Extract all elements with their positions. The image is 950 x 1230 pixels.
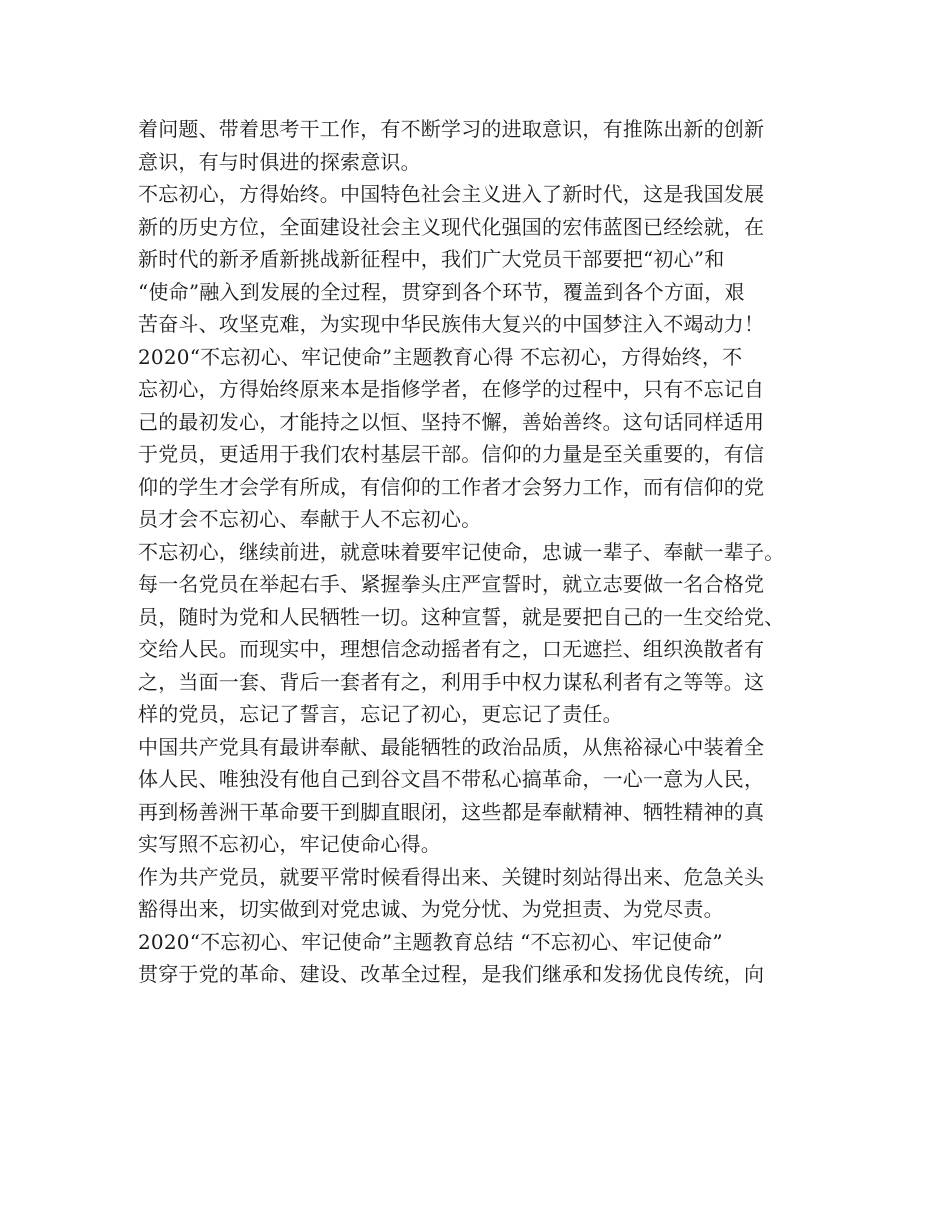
text-line: 员，随时为党和人民牺牲一切。这种宣誓，就是要把自己的一生交给党、	[138, 604, 785, 629]
text-line: 仰的学生才会学有所成，有信仰的工作者才会努力工作，而有信仰的党	[138, 474, 765, 499]
text-line: 忘初心，方得始终原来本是指修学者，在修学的过程中，只有不忘记自	[138, 377, 765, 401]
text-line: 意识，有与时俱进的探索意识。	[138, 149, 421, 174]
text-line: 新时代的新矛盾新挑战新征程中，我们广大党员干部要把“初心”和	[138, 247, 725, 271]
text-line: 样的党员，忘记了誓言，忘记了初心，更忘记了责任。	[138, 702, 623, 726]
text-line: 再到杨善洲干革命要干到脚直眼闭，这些都是奉献精神、牺牲精神的真	[138, 799, 765, 824]
text-line: 员才会不忘初心、奉献于人不忘初心。	[138, 507, 482, 531]
text-line: 之，当面一套、背后一套者有之，利用手中权力谋私利者有之等等。这	[138, 669, 765, 694]
text-line: 不忘初心，继续前进，就意味着要牢记使命，忠诚一辈子、奉献一辈子。	[138, 539, 785, 564]
text-line: 中国共产党具有最讲奉献、最能牺牲的政治品质，从焦裕禄心中装着全	[138, 734, 765, 759]
text-line: 交给人民。而现实中，理想信念动摇者有之，口无遮拦、组织涣散者有	[138, 637, 765, 661]
text-line: 作为共产党员，就要平常时候看得出来、关键时刻站得出来、危急关头	[138, 864, 765, 889]
text-line: 每一名党员在举起右手、紧握拳头庄严宣誓时，就立志要做一名合格党	[138, 572, 765, 596]
document-body	[138, 113, 818, 991]
text-line: 豁得出来，切实做到对党忠诚、为党分忧、为党担责、为党尽责。	[138, 897, 724, 921]
text-line: 于党员，更适用于我们农村基层干部。信仰的力量是至关重要的，有信	[138, 442, 765, 466]
text-line: 着问题、带着思考干工作，有不断学习的进取意识，有推陈出新的创新	[138, 117, 765, 141]
text-line: 新的历史方位，全面建设社会主义现代化强国的宏伟蓝图已经绘就，在	[138, 214, 765, 239]
text-line: 己的最初发心，才能持之以恒、坚持不懈，善始善终。这句话同样适用	[138, 409, 765, 434]
text-line: 实写照不忘初心，牢记使命心得。	[138, 832, 441, 856]
text-line: 不忘初心，方得始终。中国特色社会主义进入了新时代，这是我国发展	[138, 182, 765, 206]
text-line: 2020“不忘初心、牢记使命”主题教育总结 “不忘初心、牢记使命”	[138, 929, 723, 954]
text-line: 苦奋斗、攻坚克难，为实现中华民族伟大复兴的中国梦注入不竭动力！	[138, 312, 765, 336]
text-line: 体人民、唯独没有他自己到谷文昌不带私心搞革命，一心一意为人民，	[138, 767, 765, 791]
text-line: 2020“不忘初心、牢记使命”主题教育心得 不忘初心，方得始终，不	[138, 344, 743, 369]
text-line: “使命”融入到发展的全过程，贯穿到各个环节，覆盖到各个方面，艰	[138, 279, 745, 304]
text-line: 贯穿于党的革命、建设、改革全过程，是我们继承和发扬优良传统，向	[138, 962, 765, 986]
